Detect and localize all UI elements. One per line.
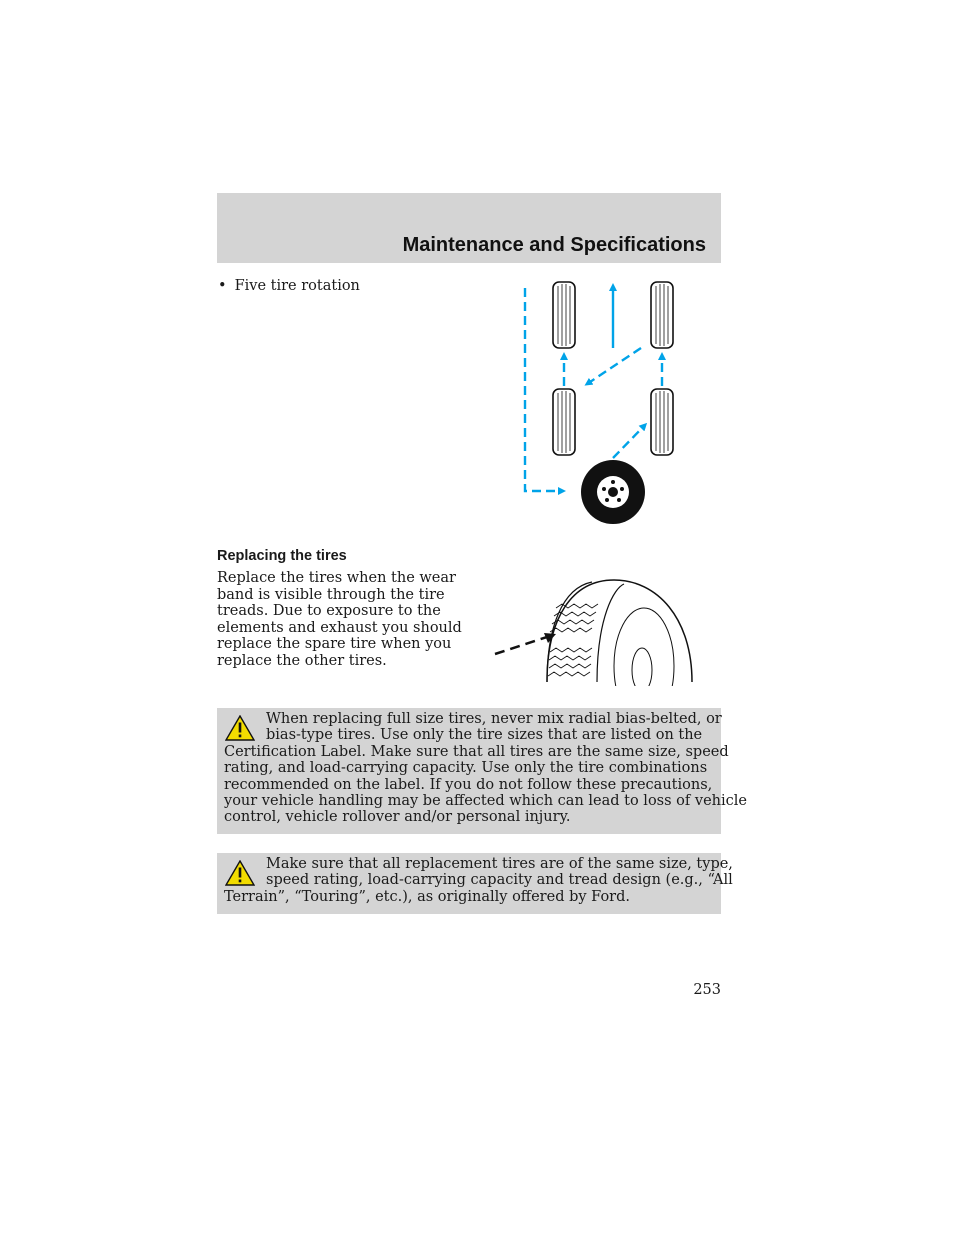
warning-line: speed rating, load-carrying capacity and tread design (e.g., “All [266,872,733,889]
warning-line: control, vehicle rollover and/or personal injury. [224,809,571,826]
warning-line: your vehicle handling may be affected which can lead to loss of vehicle [224,793,747,810]
arrow-right-front-to-left-rear [587,348,641,384]
warning-triangle-icon [225,715,255,741]
body-line: band is visible through the tire [217,586,445,603]
wear-band-arrow [495,636,550,654]
body-line: replace the other tires. [217,652,387,669]
warning-line: When replacing full size tires, never mix radial bias-belted, or [266,711,722,727]
section-body-replacing-tires [217,570,462,669]
front-right-tire [651,282,673,348]
rear-left-tire [553,389,575,455]
body-line: Replace the tires when the wear [217,570,456,586]
bullet-five-tire-rotation [218,277,360,295]
page-title: Maintenance and Specifications [402,234,706,256]
warning-line: Certification Label. Make sure that all tires are the same size, speed [224,743,729,760]
bullet-label: Five tire rotation [234,278,360,294]
body-line: elements and exhaust you should [217,619,462,636]
page-number: 253 [693,982,721,998]
warning-line: Make sure that all replacement tires are of the same size, type, [266,856,733,872]
rear-right-tire [651,389,673,455]
five-tire-rotation-diagram [495,278,685,528]
bullet-dot: • [218,278,227,294]
body-line: treads. Due to exposure to the [217,603,441,619]
header-band [217,193,721,263]
arrow-spare-to-right-rear [613,425,645,458]
warning-line: bias-type tires. Use only the tire sizes that are listed on the [266,727,703,744]
warning-line: rating, and load-carrying capacity. Use only the tire combinations [224,760,708,777]
section-heading-replacing-tires: Replacing the tires [217,548,347,564]
warning-box-tire-matching [217,853,733,914]
warning-triangle-icon [225,860,255,886]
spare-tire [581,460,645,524]
warning-line: recommended on the label. If you do not follow these precautions, [224,776,713,793]
warning-line: Terrain”, “Touring”, etc.), as originally offered by Ford. [224,888,630,905]
front-left-tire [553,282,575,348]
tire-wear-band-illustration [492,578,697,686]
body-line: replace the spare tire when you [217,636,452,652]
warning-box-tire-mixing [217,708,747,834]
